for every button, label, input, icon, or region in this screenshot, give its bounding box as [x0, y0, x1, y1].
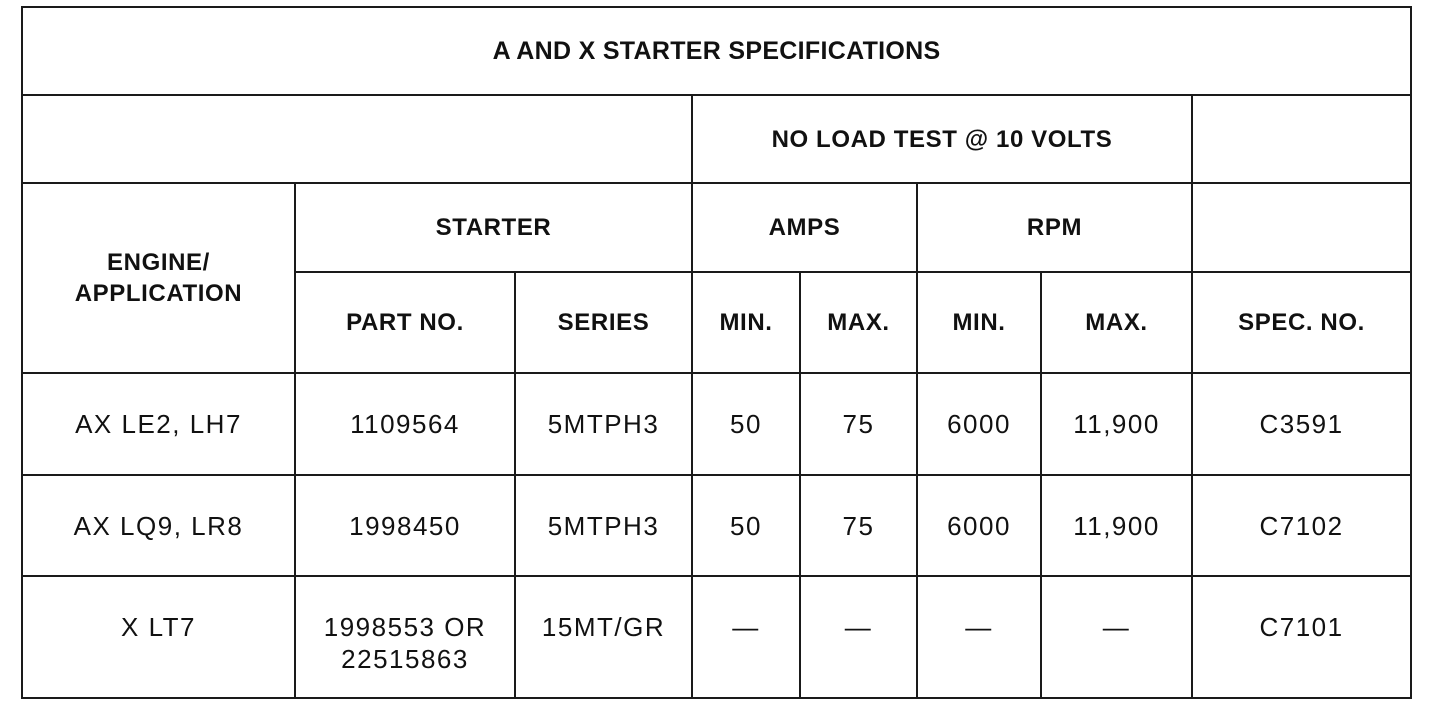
spec-no-cell: C3591	[1192, 373, 1411, 475]
subgroup-header-row	[22, 183, 1411, 272]
series-cell: 15MT/GR	[515, 576, 692, 698]
no-load-test-header: NO LOAD TEST @ 10 VOLTS	[692, 95, 1192, 183]
series-header: SERIES	[515, 272, 692, 373]
engine-cell: X LT7	[22, 576, 295, 698]
blank-header-cell	[1192, 183, 1411, 272]
table-title: A AND X STARTER SPECIFICATIONS	[22, 7, 1411, 95]
spec-no-header: SPEC. NO.	[1192, 272, 1411, 373]
rpm-min-cell: —	[917, 576, 1041, 698]
engine-application-header	[22, 183, 295, 373]
amps-min-cell: 50	[692, 475, 800, 576]
rpm-max-cell: 11,900	[1041, 475, 1192, 576]
amps-header: AMPS	[692, 183, 917, 272]
table-row	[22, 475, 1411, 576]
series-cell: 5MTPH3	[515, 373, 692, 475]
amps-max-cell: 75	[800, 373, 917, 475]
spec-no-cell: C7101	[1192, 576, 1411, 698]
part-no-text: 1998553 OR 22515863	[323, 612, 487, 674]
starter-header: STARTER	[295, 183, 692, 272]
rpm-min-cell: 6000	[917, 475, 1041, 576]
part-no-header: PART NO.	[295, 272, 515, 373]
part-no-cell: 1998450	[295, 475, 515, 576]
starter-spec-table	[21, 6, 1412, 699]
amps-max-cell: 75	[800, 475, 917, 576]
part-no-cell: 1109564	[295, 373, 515, 475]
amps-min-cell: 50	[692, 373, 800, 475]
part-no-cell	[295, 576, 515, 698]
rpm-max-cell: 11,900	[1041, 373, 1192, 475]
rpm-min-header: MIN.	[917, 272, 1041, 373]
engine-application-label: ENGINE/ APPLICATION	[74, 249, 243, 307]
amps-max-header: MAX.	[800, 272, 917, 373]
amps-min-cell: —	[692, 576, 800, 698]
engine-cell: AX LE2, LH7	[22, 373, 295, 475]
blank-header-cell	[1192, 95, 1411, 183]
table-row	[22, 373, 1411, 475]
blank-header-cell	[22, 95, 692, 183]
title-row	[22, 7, 1411, 95]
group-header-row	[22, 95, 1411, 183]
rpm-min-cell: 6000	[917, 373, 1041, 475]
rpm-header: RPM	[917, 183, 1192, 272]
series-cell: 5MTPH3	[515, 475, 692, 576]
amps-max-cell: —	[800, 576, 917, 698]
spec-no-cell: C7102	[1192, 475, 1411, 576]
rpm-max-cell: —	[1041, 576, 1192, 698]
engine-cell: AX LQ9, LR8	[22, 475, 295, 576]
rpm-max-header: MAX.	[1041, 272, 1192, 373]
table-row	[22, 576, 1411, 698]
amps-min-header: MIN.	[692, 272, 800, 373]
